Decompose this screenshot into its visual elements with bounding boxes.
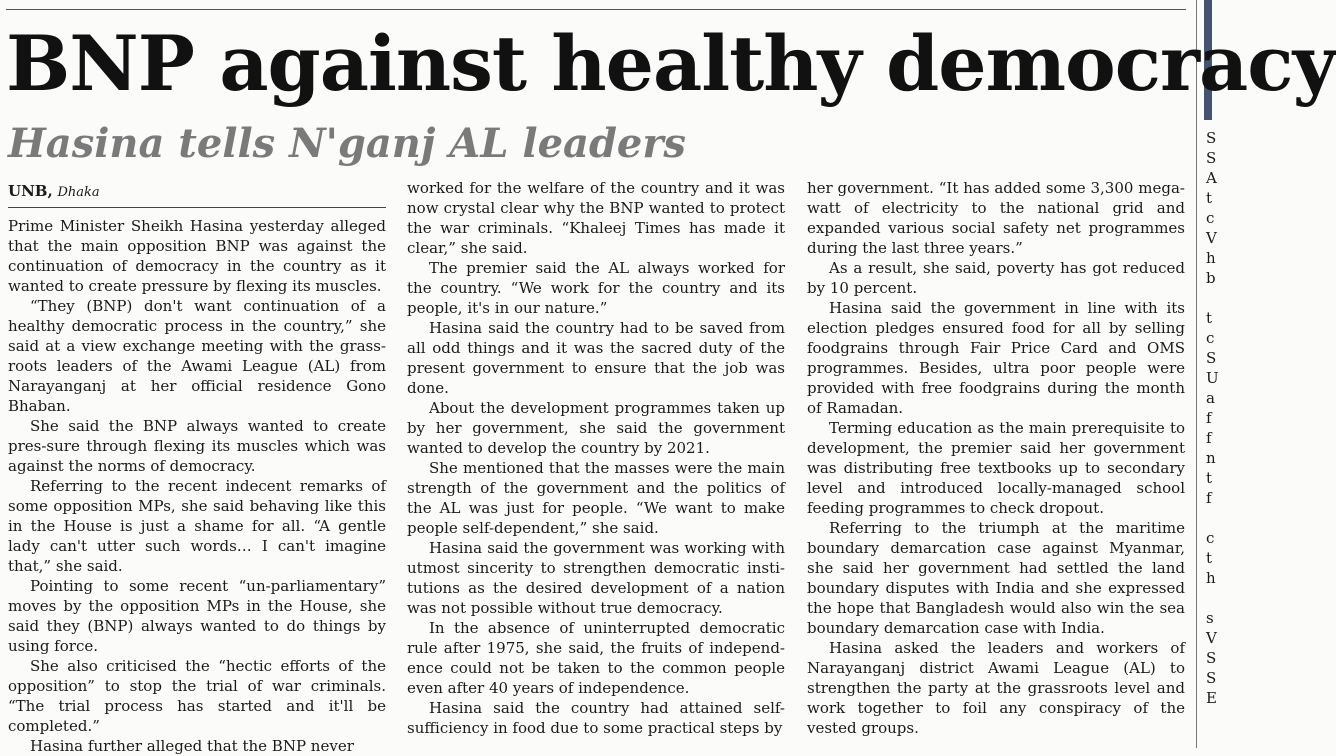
paragraph: She mentioned that the masses were the main strength of the government and the politics of the AL was just for people. “We want to make people self-dependent,” she said.	[407, 459, 785, 537]
paragraph: Referring to the triumph at the maritime boundary demarcation case against Myanmar, she said her government had settled the land boundary disputes with India and she expressed the hope that Bangladesh would also win the sea boundary demarcation case with India.	[807, 519, 1185, 637]
adjacent-article-fragment	[1206, 128, 1219, 708]
fragment-letter: S	[1206, 649, 1217, 667]
paragraph: Hasina said the country had to be saved from all odd things and it was the sacred duty of the present government to ensure that the job was done.	[407, 319, 785, 397]
fragment-letter: E	[1206, 689, 1217, 707]
paragraph: Prime Minister Sheikh Hasina yesterday alleged that the main opposition BNP was against the continuation of democracy in the country as it wanted to create pressure by flexing its muscles.	[8, 217, 386, 295]
fragment-letter: s	[1206, 609, 1214, 627]
fragment-letter: c	[1206, 329, 1215, 347]
paragraph: Pointing to some recent “un-parliamentary” moves by the opposition MPs in the House, she said they (BNP) always wanted to do things by using force.	[8, 577, 386, 655]
subheadline: Hasina tells N'ganj AL leaders	[8, 120, 686, 167]
paragraph: Hasina said the country had attained self-sufficiency in food due to some practical steps by	[407, 699, 785, 737]
fragment-letter	[1206, 508, 1212, 528]
article-column-3	[807, 178, 1185, 738]
paragraph: As a result, she said, poverty has got reduced by 10 percent.	[807, 259, 1185, 297]
fragment-letter: h	[1206, 569, 1216, 587]
fragment-letter: t	[1206, 189, 1213, 207]
fragment-letter: a	[1206, 389, 1215, 407]
fragment-letter: n	[1206, 449, 1216, 467]
headline: BNP against healthy democracy	[6, 19, 1336, 108]
article-column-1	[8, 181, 386, 756]
fragment-letter: V	[1206, 629, 1217, 647]
article-column-2	[407, 178, 785, 738]
fragment-letter: f	[1206, 429, 1212, 447]
fragment-letter: t	[1206, 549, 1213, 567]
paragraph: worked for the welfare of the country and it was now crystal clear why the BNP wanted to protect the war criminals. “Khaleej Times has made it clear,” she said.	[407, 179, 785, 257]
fragment-letter: t	[1206, 309, 1213, 327]
fragment-letter: h	[1206, 249, 1216, 267]
paragraph: Hasina said the government in line with its election pledges ensured food for all by selling foodgrains through Fair Price Card and OMS programmes. Besides, ultra poor people were provided with free foodgrains during the month of Ramadan.	[807, 299, 1185, 417]
byline-agency: UNB,	[8, 182, 53, 200]
fragment-letter: S	[1206, 349, 1217, 367]
fragment-letter	[1206, 288, 1212, 308]
paragraph: Referring to the recent indecent remarks of some opposition MPs, she said behaving like this in the House is just a shame for all. “A gentle lady can't utter such words… I can't imagine that,” she said.	[8, 477, 386, 575]
fragment-letter: c	[1206, 529, 1215, 547]
fragment-letter: S	[1206, 669, 1217, 687]
paragraph: Hasina said the government was working with utmost sincerity to strengthen democratic insti-tutions as the desired development of a nation was not possible without true democracy.	[407, 539, 785, 617]
paragraph: She also criticised the “hectic efforts of the opposition” to stop the trial of war criminals. “The trial process has started and it'll be completed.”	[8, 657, 386, 735]
fragment-letter: c	[1206, 209, 1215, 227]
fragment-letter: S	[1206, 149, 1217, 167]
fragment-letter: f	[1206, 489, 1212, 507]
column-divider-rule	[1196, 0, 1197, 748]
paragraph: “They (BNP) don't want continuation of a healthy democratic process in the country,” she said at a view exchange meeting with the grass-roots leaders of the Awami League (AL) from Narayanganj at her official residence Gono Bhaban.	[8, 297, 386, 415]
fragment-letter: U	[1206, 369, 1219, 387]
paragraph: her government. “It has added some 3,300 mega-watt of electricity to the national grid and expanded various social safety net programmes during the last three years.”	[807, 179, 1185, 257]
fragment-letter: f	[1206, 409, 1212, 427]
paragraph: Terming education as the main prerequisite to development, the premier said her government was distributing free textbooks up to secondary level and introduced locally-managed school feeding programmes to check dropout.	[807, 419, 1185, 517]
fragment-letter: V	[1206, 229, 1217, 247]
fragment-letter: A	[1206, 169, 1217, 187]
byline-place: Dhaka	[57, 185, 100, 200]
paragraph: About the development programmes taken up by her government, she said the government wanted to develop the country by 2021.	[407, 399, 785, 457]
byline	[8, 181, 386, 208]
paragraph: She said the BNP always wanted to create pres-sure through flexing its muscles which was against the norms of democracy.	[8, 417, 386, 475]
fragment-letter: t	[1206, 469, 1213, 487]
fragment-letter: b	[1206, 269, 1216, 287]
fragment-letter	[1206, 588, 1212, 608]
top-rule	[6, 9, 1186, 10]
fragment-letter: S	[1206, 129, 1217, 147]
paragraph: In the absence of uninterrupted democratic rule after 1975, she said, the fruits of independ-ence could not be taken to the common people even after 40 years of independence.	[407, 619, 785, 697]
paragraph: Hasina asked the leaders and workers of Narayanganj district Awami League (AL) to strengthen the party at the grassroots level and work together to foil any conspiracy of the vested groups.	[807, 639, 1185, 737]
paragraph: Hasina further alleged that the BNP never	[30, 737, 354, 755]
paragraph: The premier said the AL always worked for the country. “We work for the country and its people, it's in our nature.”	[407, 259, 785, 317]
